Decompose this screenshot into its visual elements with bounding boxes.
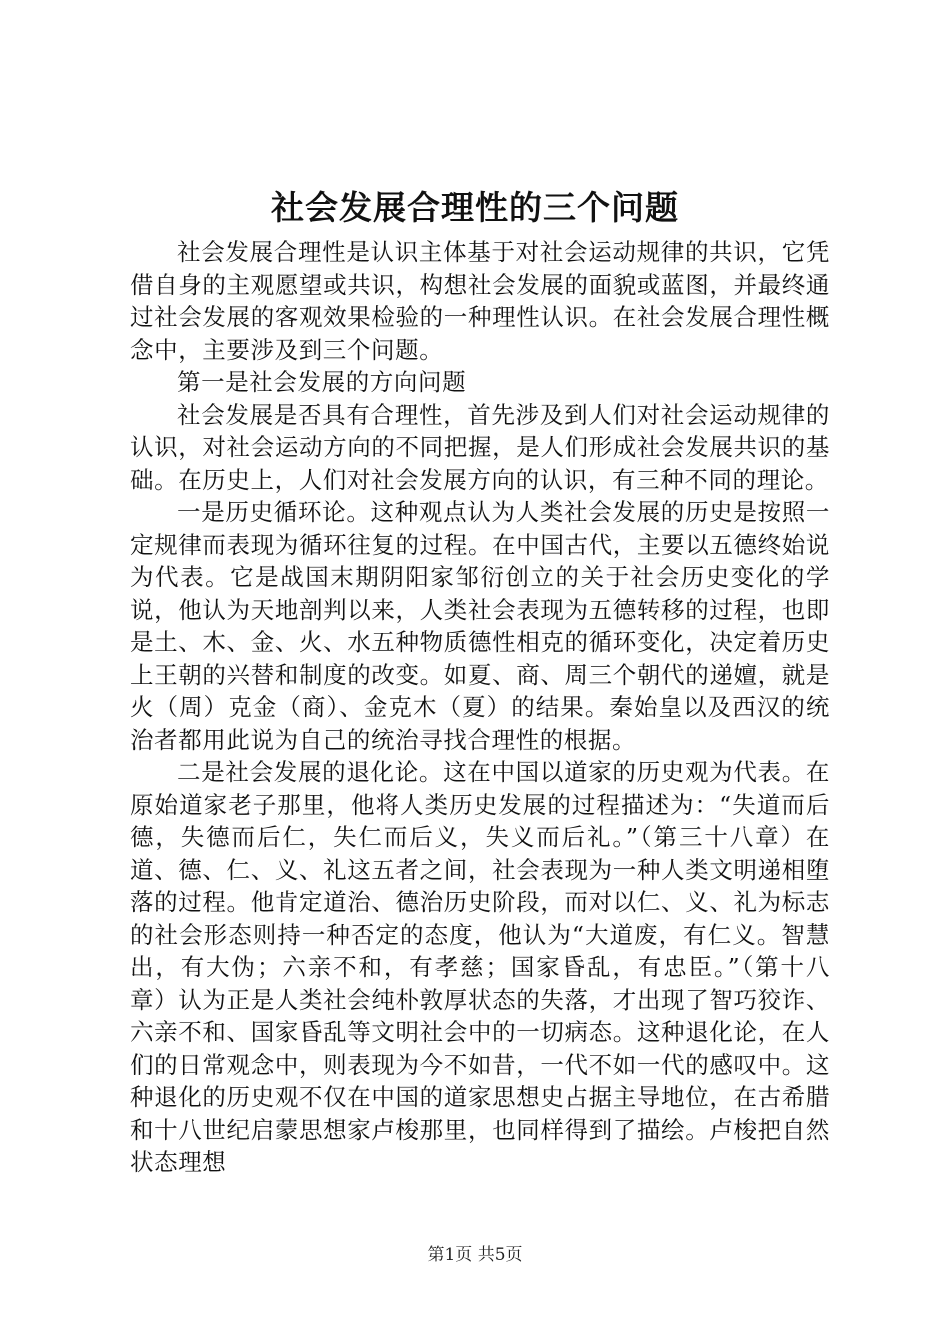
page-footer: 第1页 共5页: [427, 1245, 523, 1265]
document-title: 社会发展合理性的三个问题: [271, 188, 679, 227]
paragraph-intro: 社会发展合理性是认识主体基于对社会运动规律的共识，它凭借自身的主观愿望或共识，构想社会发展的面貌或蓝图，并最终通过社会发展的客观效果检验的一种理性认识。在社会发展合理性概念中，主要涉及到三个问题。: [130, 238, 830, 364]
document-body: [130, 236, 830, 1179]
paragraph-direction: 社会发展是否具有合理性，首先涉及到人们对社会运动规律的认识，对社会运动方向的不同把握，是人们形成社会发展共识的基础。在历史上，人们对社会发展方向的认识，有三种不同的理论。: [130, 400, 830, 494]
section-heading-direction: 第一是社会发展的方向问题: [177, 368, 467, 396]
paragraph-regression-theory: 二是社会发展的退化论。这在中国以道家的历史观为代表。在原始道家老子那里，他将人类历史发展的过程描述为：“失道而后德，失德而后仁，失仁而后义，失义而后礼。”（第三十八章）在道、德、仁、义、礼这五者之间，社会表现为一种人类文明递相堕落的过程。他肯定道治、德治历史阶段，而对以仁、义、礼为标志的社会形态则持一种否定的态度，他认为“大道废，有仁义。智慧出，有大伪；六亲不和，有孝慈；国家昏乱，有忠臣。”（第十八章）认为正是人类社会纯朴敦厚状态的失落，才出现了智巧狡诈、六亲不和、国家昏乱等文明社会中的一切病态。这种退化论，在人们的日常观念中，则表现为今不如昔，一代不如一代的感叹中。这种退化的历史观不仅在中国的道家思想史占据主导地位，在古希腊和十八世纪启蒙思想家卢梭那里，也同样得到了描绘。卢梭把自然状态理想: [130, 758, 830, 1176]
paragraph-cyclical-theory: 一是历史循环论。这种观点认为人类社会发展的历史是按照一定规律而表现为循环往复的过程。在中国古代，主要以五德终始说为代表。它是战国末期阴阳家邹衍创立的关于社会历史变化的学说，他认为天地剖判以来，人类社会表现为五德转移的过程，也即是土、木、金、火、水五种物质德性相克的循环变化，决定着历史上王朝的兴替和制度的改变。如夏、商、周三个朝代的递嬗，就是火（周）克金（商）、金克木（夏）的结果。秦始皇以及西汉的统治者都用此说为自己的统治寻找合理性的根据。: [130, 498, 830, 754]
